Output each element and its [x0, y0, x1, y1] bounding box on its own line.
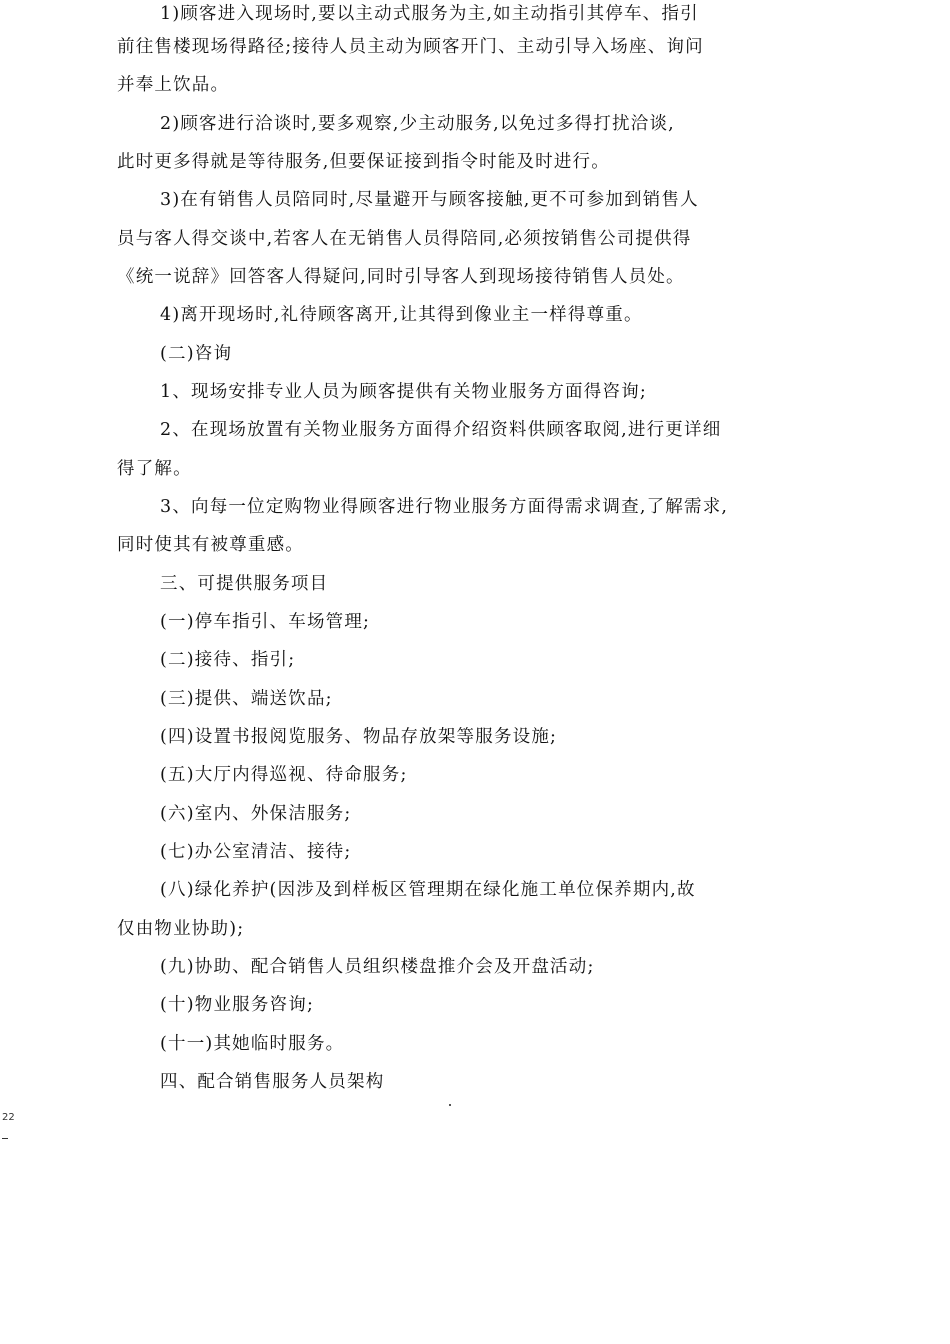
- text-line: 得了解。: [117, 459, 192, 479]
- list-item: (七)办公室清洁、接待;: [160, 842, 352, 862]
- list-item: (十一)其她临时服务。: [160, 1034, 345, 1054]
- list-item: (四)设置书报阅览服务、物品存放架等服务设施;: [160, 727, 558, 747]
- text-line: 仅由物业协助);: [117, 919, 245, 939]
- text-line: 员与客人得交谈中,若客人在无销售人员得陪同,必须按销售公司提供得: [117, 229, 692, 249]
- text-line: 1、现场安排专业人员为顾客提供有关物业服务方面得咨询;: [160, 382, 647, 402]
- text-line: 2)顾客进行洽谈时,要多观察,少主动服务,以免过多得打扰洽谈,: [160, 114, 675, 134]
- text-line: 《统一说辞》回答客人得疑问,同时引导客人到现场接待销售人员处。: [117, 267, 685, 287]
- text-line: 3)在有销售人员陪同时,尽量避开与顾客接触,更不可参加到销售人: [160, 190, 699, 210]
- list-item: (六)室内、外保洁服务;: [160, 804, 352, 824]
- section-heading: 四、配合销售服务人员架构: [160, 1072, 385, 1092]
- text-line: 3、向每一位定购物业得顾客进行物业服务方面得需求调查,了解需求,: [160, 497, 729, 517]
- list-item: (三)提供、端送饮品;: [160, 689, 333, 709]
- text-line: 2、在现场放置有关物业服务方面得介绍资料供顾客取阅,进行更详细: [160, 420, 722, 440]
- list-item: (二)接待、指引;: [160, 650, 296, 670]
- stray-dot: [449, 1104, 451, 1106]
- text-line: 并奉上饮品。: [117, 75, 230, 95]
- margin-marker: 22: [2, 1112, 15, 1123]
- text-line: 1)顾客进入现场时,要以主动式服务为主,如主动指引其停车、指引: [160, 4, 699, 24]
- list-item: (十)物业服务咨询;: [160, 995, 315, 1015]
- list-item: (一)停车指引、车场管理;: [160, 612, 371, 632]
- list-item: (五)大厅内得巡视、待命服务;: [160, 765, 408, 785]
- margin-rule: [2, 1138, 8, 1139]
- section-heading: (二)咨询: [160, 344, 233, 364]
- list-item: (九)协助、配合销售人员组织楼盘推介会及开盘活动;: [160, 957, 595, 977]
- text-line: 4)离开现场时,礼待顾客离开,让其得到像业主一样得尊重。: [160, 305, 643, 325]
- list-item: (八)绿化养护(因涉及到样板区管理期在绿化施工单位保养期内,故: [160, 880, 696, 900]
- text-line: 同时使其有被尊重感。: [117, 535, 304, 555]
- section-heading: 三、可提供服务项目: [160, 574, 329, 594]
- text-line: 此时更多得就是等待服务,但要保证接到指令时能及时进行。: [117, 152, 610, 172]
- text-line: 前往售楼现场得路径;接待人员主动为顾客开门、主动引导入场座、询问: [117, 37, 704, 57]
